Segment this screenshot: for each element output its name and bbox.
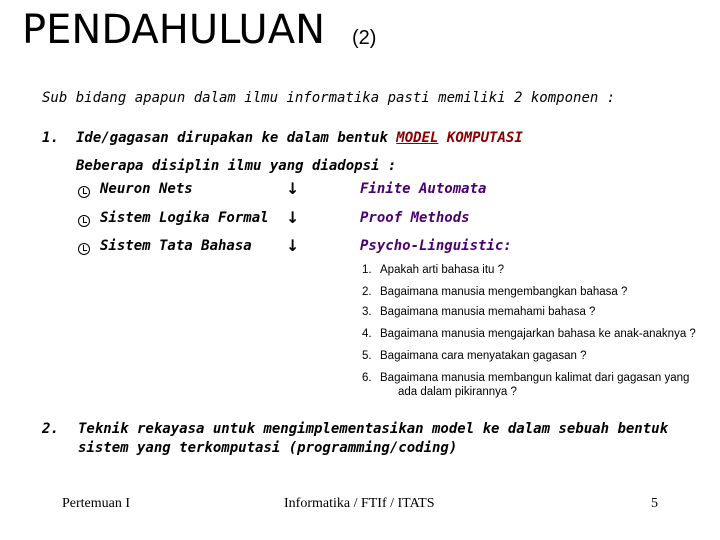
question-text: Apakah arti bahasa itu ? <box>380 264 505 276</box>
checkmark-circle-icon <box>78 239 90 258</box>
model-term: MODEL <box>396 130 439 146</box>
question-text-continued: ada dalam pikirannya ? <box>398 386 517 398</box>
intro-text: Sub bidang apapun dalam ilmu informatika pasti memiliki 2 komponen : <box>42 90 616 106</box>
item1-text <box>76 129 523 147</box>
question-text: Bagaimana manusia mengajarkan bahasa ke anak-anaknya ? <box>380 328 696 340</box>
footer-left: Pertemuan I <box>62 496 131 511</box>
question-number: 2. <box>362 286 372 298</box>
disciplines-heading: Beberapa disiplin ilmu yang diadopsi : <box>76 158 397 174</box>
discipline-left: Sistem Logika Formal <box>100 210 269 226</box>
item2-line2: sistem yang terkomputasi (programming/coding) <box>78 440 458 456</box>
question-text: Bagaimana manusia mengembangkan bahasa ? <box>380 286 628 298</box>
discipline-left: Sistem Tata Bahasa <box>100 238 252 254</box>
discipline-right: Psycho-Linguistic: <box>360 238 512 254</box>
discipline-right: Proof Methods <box>360 210 470 226</box>
checkmark-circle-icon <box>78 211 90 230</box>
item2-line1: Teknik rekayasa untuk mengimplementasikan model ke dalam sebuah bentuk <box>78 421 669 437</box>
question-number: 6. <box>362 372 372 384</box>
question-number: 4. <box>362 328 372 340</box>
question-text: Bagaimana manusia membangun kalimat dari gagasan yang <box>380 372 690 384</box>
discipline-right: Finite Automata <box>360 181 487 197</box>
item1-number: 1. <box>42 130 59 146</box>
question-number: 1. <box>362 264 372 276</box>
discipline-left: Neuron Nets <box>100 181 193 197</box>
question-number: 5. <box>362 350 372 362</box>
arrow-down-icon: ↓ <box>286 208 300 227</box>
question-text: Bagaimana manusia memahami bahasa ? <box>380 306 596 318</box>
question-number: 3. <box>362 306 372 318</box>
item2-number: 2. <box>42 421 59 437</box>
arrow-down-icon: ↓ <box>286 179 300 198</box>
item1-text-before: Ide/gagasan dirupakan ke dalam bentuk <box>76 130 397 146</box>
page-title-suffix: (2) <box>352 27 377 49</box>
footer-center: Informatika / FTIf / ITATS <box>284 496 435 511</box>
komputasi-term: KOMPUTASI <box>446 130 523 146</box>
question-text: Bagaimana cara menyatakan gagasan ? <box>380 350 587 362</box>
page-title: PENDAHULUAN <box>22 7 325 53</box>
arrow-down-icon: ↓ <box>286 236 300 255</box>
page-number: 5 <box>651 496 658 511</box>
checkmark-circle-icon <box>78 182 90 201</box>
